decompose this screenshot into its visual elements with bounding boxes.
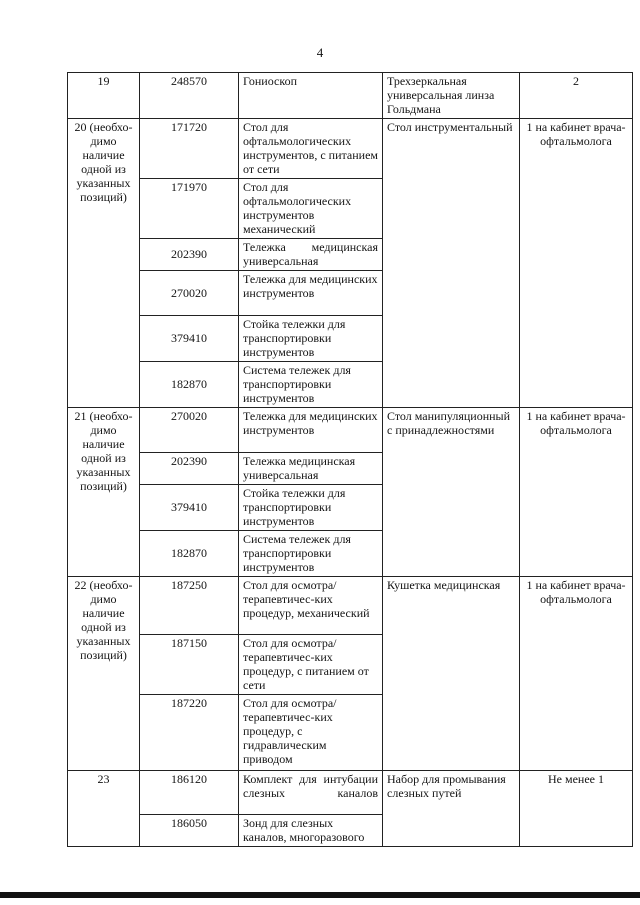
- item-code: 182870: [140, 362, 239, 408]
- requirement-text: Кушетка медицинская: [383, 577, 520, 771]
- table-row: [68, 408, 633, 453]
- row-number: 19: [68, 73, 140, 119]
- item-code: 270020: [140, 408, 239, 453]
- row-number: 22 (необхо-димо наличие одной из указанных позиций): [68, 577, 140, 771]
- item-code: 202390: [140, 453, 239, 485]
- item-name: Система тележек для транспортировки инструментов: [239, 362, 383, 408]
- item-name: Комплект для интубации слезных каналов: [239, 771, 383, 815]
- item-code: 182870: [140, 531, 239, 577]
- quantity-text: 1 на кабинет врача-офтальмолога: [520, 408, 633, 577]
- item-code: 248570: [140, 73, 239, 119]
- table-row: [68, 771, 633, 815]
- item-name: Стол для офтальмологических инструментов механический: [239, 179, 383, 239]
- requirement-text: Стол манипуляционный с принадлежностями: [383, 408, 520, 577]
- item-name: Тележка для медицинских инструментов: [239, 408, 383, 453]
- item-name: Стол для осмотра/терапевтичес-ких процедур, механический: [239, 577, 383, 635]
- item-name: Стол для осмотра/терапевтичес-ких процедур, с гидравлическим приводом: [239, 695, 383, 771]
- item-name: Стойка тележки для транспортировки инструментов: [239, 316, 383, 362]
- item-name: Стол для офтальмологических инструментов, с питанием от сети: [239, 119, 383, 179]
- item-name: Гониоскоп: [239, 73, 383, 119]
- item-name: Тележка медицинская универсальная: [239, 239, 383, 271]
- item-code: 186120: [140, 771, 239, 815]
- requirement-text: Трехзеркальная универсальная линза Гольдмана: [383, 73, 520, 119]
- item-code: 171720: [140, 119, 239, 179]
- item-code: 379410: [140, 485, 239, 531]
- item-name: Зонд для слезных каналов, многоразового: [239, 815, 383, 847]
- requirement-text: Стол инструментальный: [383, 119, 520, 408]
- row-number: 21 (необхо-димо наличие одной из указанных позиций): [68, 408, 140, 577]
- row-number: 20 (необхо-димо наличие одной из указанных позиций): [68, 119, 140, 408]
- quantity-text: 2: [520, 73, 633, 119]
- item-code: 270020: [140, 271, 239, 316]
- table-row: [68, 73, 633, 119]
- requirement-text: Набор для промывания слезных путей: [383, 771, 520, 847]
- scan-edge-line: [0, 892, 640, 898]
- item-name: Стол для осмотра/терапевтичес-ких процедур, с питанием от сети: [239, 635, 383, 695]
- quantity-text: 1 на кабинет врача-офтальмолога: [520, 119, 633, 408]
- item-name: Тележка для медицинских инструментов: [239, 271, 383, 316]
- row-number: 23: [68, 771, 140, 847]
- item-name: Тележка медицинская универсальная: [239, 453, 383, 485]
- table-row: [68, 577, 633, 635]
- item-code: 186050: [140, 815, 239, 847]
- equipment-table: [67, 72, 633, 847]
- item-name: Стойка тележки для транспортировки инструментов: [239, 485, 383, 531]
- item-code: 187220: [140, 695, 239, 771]
- item-code: 202390: [140, 239, 239, 271]
- item-code: 171970: [140, 179, 239, 239]
- item-name: Система тележек для транспортировки инструментов: [239, 531, 383, 577]
- item-code: 379410: [140, 316, 239, 362]
- quantity-text: Не менее 1: [520, 771, 633, 847]
- quantity-text: 1 на кабинет врача-офтальмолога: [520, 577, 633, 771]
- table-row: [68, 119, 633, 179]
- item-code: 187250: [140, 577, 239, 635]
- item-code: 187150: [140, 635, 239, 695]
- page-number: 4: [316, 45, 324, 60]
